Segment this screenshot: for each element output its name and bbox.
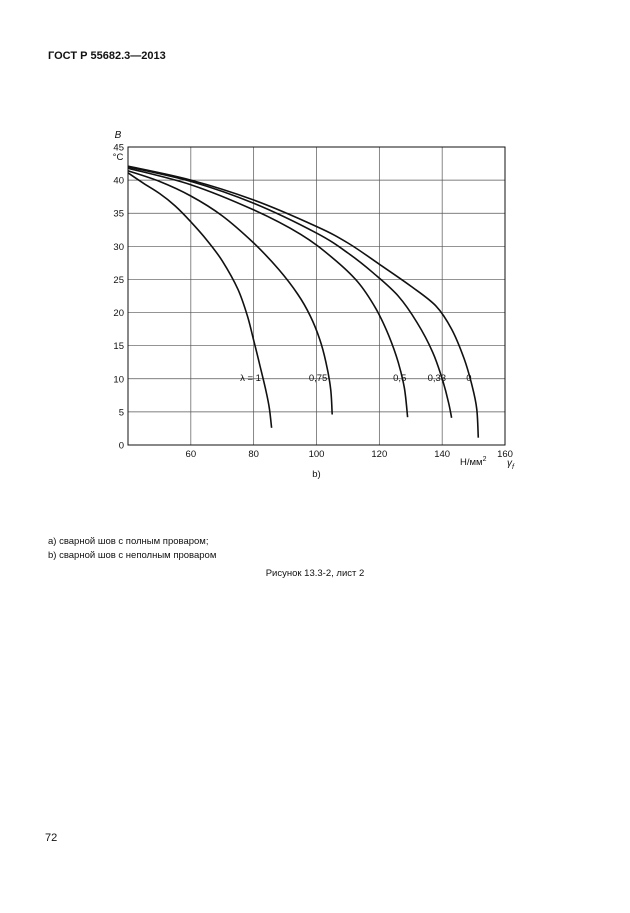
x-tick-label-140: 140 xyxy=(434,449,451,460)
x-axis-unit-base: Н/мм xyxy=(460,457,483,468)
chart-ticks xyxy=(113,143,513,461)
chart-curves xyxy=(128,166,478,438)
x-tick-label-100: 100 xyxy=(308,449,325,460)
x-tick-label-80: 80 xyxy=(248,449,259,460)
y-axis-symbol: B xyxy=(114,130,122,141)
x-tick-label-120: 120 xyxy=(371,449,388,460)
curve-label-series-0: λ = 1 xyxy=(240,372,261,384)
y-tick-label-35: 35 xyxy=(113,208,124,220)
y-tick-label-30: 30 xyxy=(113,241,124,253)
curve-label-series-2: 0,5 xyxy=(393,372,407,384)
y-tick-label-20: 20 xyxy=(113,308,124,320)
x-tick-label-60: 60 xyxy=(185,449,197,460)
page-number: 72 xyxy=(45,832,58,844)
x-axis-symbol xyxy=(507,458,515,471)
x-axis-symbol-subscript: f xyxy=(512,464,514,471)
x-axis-unit xyxy=(460,456,487,468)
y-tick-label-0: 0 xyxy=(118,440,124,452)
y-tick-label-40: 40 xyxy=(113,175,124,187)
y-tick-label-25: 25 xyxy=(113,274,124,286)
document-header: ГОСТ Р 55682.3—2013 xyxy=(48,50,166,62)
note-a: а) сварной шов с полным проваром; xyxy=(48,536,209,547)
curve-series-0 xyxy=(128,173,272,428)
y-tick-label-15: 15 xyxy=(113,341,124,353)
y-tick-label-5: 5 xyxy=(118,407,124,419)
curve-label-series-4: 0 xyxy=(466,372,472,384)
curve-label-series-1: 0,75 xyxy=(308,372,328,384)
figure-notes xyxy=(48,535,216,563)
note-b: b) сварной шов с неполным проваром xyxy=(48,550,217,561)
y-tick-label-45: 45 xyxy=(113,142,124,154)
curve-series-1 xyxy=(128,171,332,415)
x-axis-symbol-gamma: γ xyxy=(507,458,512,469)
x-axis-unit-superscript: 2 xyxy=(482,456,487,463)
y-tick-label-10: 10 xyxy=(113,374,124,386)
x-tick-label-160: 160 xyxy=(497,449,513,460)
chart-panel-label: b) xyxy=(312,469,321,480)
figure-caption: Рисунок 13.3-2, лист 2 xyxy=(265,568,365,579)
y-axis-unit: °C xyxy=(112,152,124,163)
curve-label-series-3: 0,33 xyxy=(427,372,447,384)
